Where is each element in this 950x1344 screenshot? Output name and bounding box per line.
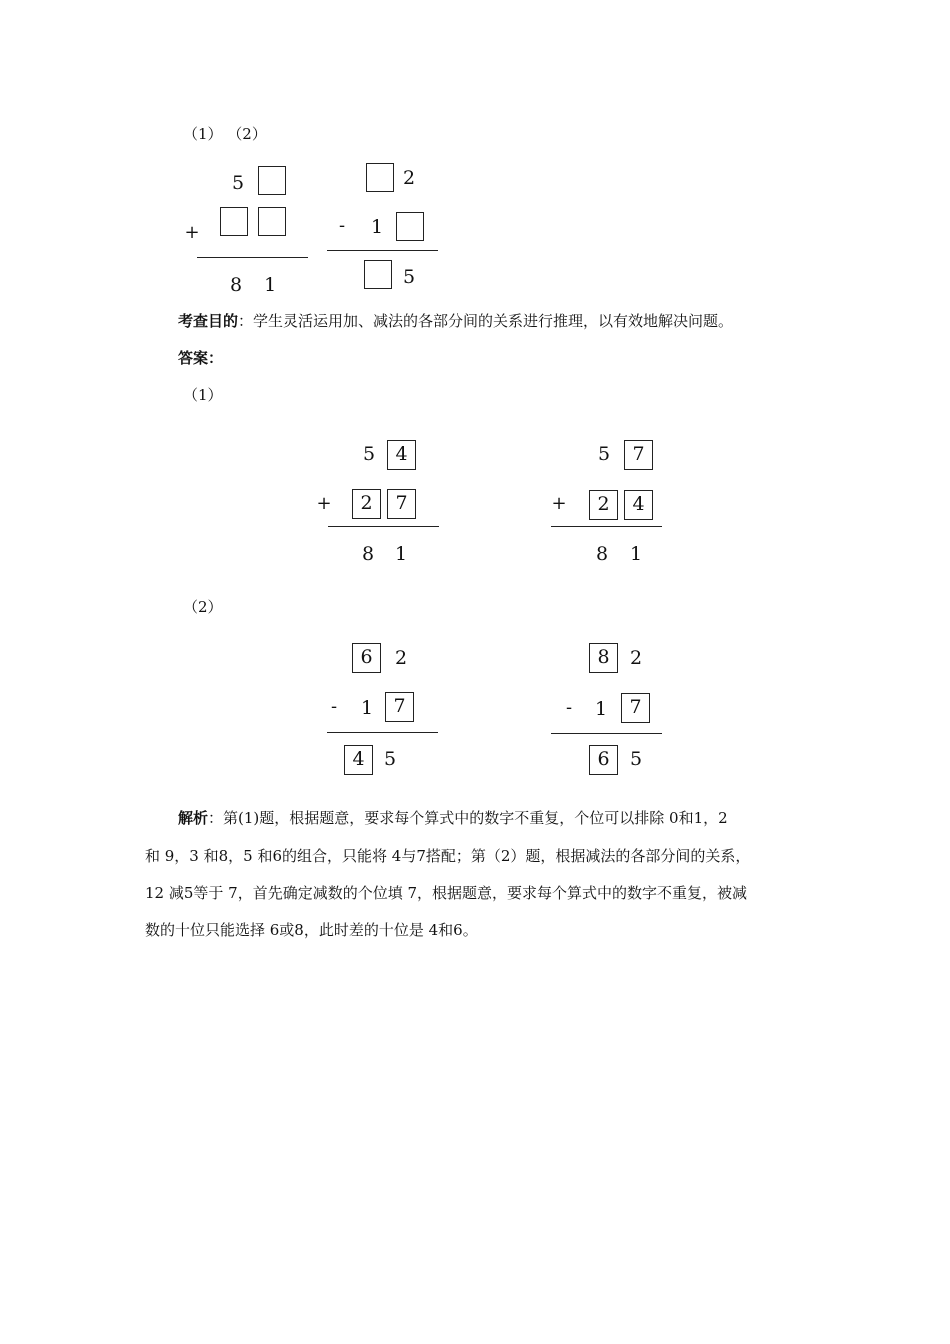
difference-line [551,733,662,734]
blank-box [220,207,248,236]
digit: 2 [629,647,643,669]
answer-part1-label: （1） [183,386,223,404]
purpose-label: 考查目的 [178,312,239,330]
answer-box: 6 [352,643,381,673]
digit: 1 [360,697,374,719]
answer-box: 2 [352,489,381,519]
digit: 5 [383,748,397,770]
sum-line [328,526,439,527]
analysis-line-1: 解析：第(1)题，根据题意，要求每个算式中的数字不重复，个位可以排除 0和1，2 [178,809,728,827]
purpose-line [178,311,733,331]
digit: 2 [402,167,416,189]
analysis-line-3: 12 减5等于 7，首先确定减数的个位填 7，根据题意，要求每个算式中的数字不重复，被减 [145,884,748,902]
plus-sign: + [316,493,332,514]
blank-box [396,212,424,241]
answer-box: 4 [344,745,373,775]
digit: 5 [362,443,376,465]
blank-box [364,260,392,289]
analysis-label: 解析 [178,809,209,827]
result: 8 1 [230,274,277,296]
digit: 8 [361,543,375,565]
digit: 8 [595,543,609,565]
purpose-text: ：学生灵活运用加、减法的各部分间的关系进行推理，以有效地解决问题。 [238,312,734,330]
answer-box: 8 [589,643,618,673]
minus-sign: - [330,696,338,717]
answer-box: 7 [387,489,416,519]
digit: 1 [394,543,408,565]
blank-box [258,207,286,236]
minus-sign: - [338,215,346,236]
answer-box: 7 [385,692,414,722]
answer-heading: 答案： [178,349,224,367]
sum-line [551,526,662,527]
digit: 5 [231,172,245,194]
answer-box: 7 [621,693,650,723]
question-labels: （1） （2） [183,125,267,143]
digit: 1 [629,543,643,565]
minus-sign: - [565,697,573,718]
digit: 5 [402,266,416,288]
blank-box [366,163,394,192]
analysis-line-4: 数的十位只能选择 6或8，此时差的十位是 4和6。 [145,921,478,939]
answer-box: 4 [387,440,416,470]
plus-sign: + [184,222,200,243]
digit: 2 [394,647,408,669]
digit: 1 [370,216,384,238]
digit: 1 [594,698,608,720]
blank-box [258,166,286,195]
answer-box: 6 [589,745,618,775]
answer-part2-label: （2） [183,598,223,616]
answer-box: 4 [624,490,653,520]
answer-box: 2 [589,490,618,520]
analysis-line-2: 和 9，3 和8，5 和6的组合，只能将 4与7搭配；第（2）题，根据减法的各部分间的关系， [145,847,751,865]
sum-line [197,257,308,258]
digit: 5 [629,748,643,770]
answer-label: 答案 [178,349,209,367]
plus-sign: + [551,493,567,514]
difference-line [327,732,438,733]
answer-box: 7 [624,440,653,470]
difference-line [327,250,438,251]
digit: 5 [597,443,611,465]
